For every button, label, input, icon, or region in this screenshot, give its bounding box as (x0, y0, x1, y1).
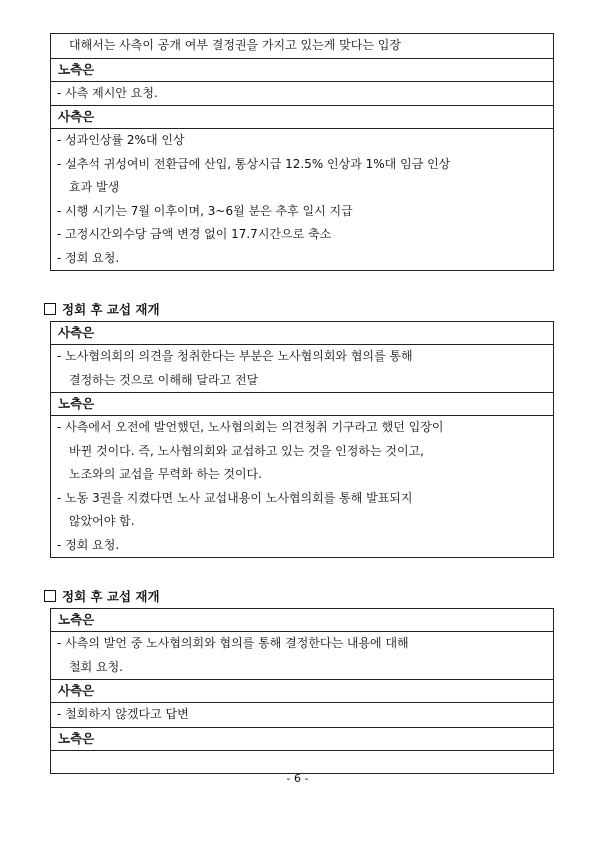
union-body (51, 81, 554, 106)
list-item: - 고정시간외수당 금액 변경 없이 17.7시간으로 축소 (57, 227, 332, 241)
list-item: - 사측에서 오전에 발언했던, 노사협의회는 의견청취 기구라고 했던 입장이 (57, 420, 444, 434)
company-heading: 사측은 (51, 680, 554, 703)
list-item: 철회 요청. (69, 659, 123, 674)
list-item: - 설추석 귀성여비 전환급에 산입, 통상시급 12.5% 인상과 1%대 임금 인상 (57, 156, 451, 171)
list-item: - 정회 요청. (57, 537, 120, 552)
union-heading: 노측은 (51, 393, 554, 416)
union-body (51, 416, 554, 558)
union-heading: 노측은 (51, 58, 554, 81)
list-item: - 노사협의회의 의견을 청취한다는 부분은 노사협의회와 협의를 통해 (57, 349, 413, 363)
minutes-table-1 (50, 33, 554, 271)
page-number: - 6 - (286, 772, 309, 785)
section-title: 정회 후 교섭 재개 (44, 587, 160, 605)
list-item: - 시행 시기는 7월 이후이며, 3~6월 분은 추후 일시 지급 (57, 203, 353, 218)
company-body (51, 345, 554, 393)
company-heading: 사측은 (51, 106, 554, 129)
checkbox-square-icon (44, 590, 56, 602)
list-item: 노조와의 교섭을 무력화 하는 것이다. (69, 467, 262, 481)
list-item: 바뀐 것이다. 즉, 노사협의회와 교섭하고 있는 것을 인정하는 것이고, (69, 443, 424, 458)
minutes-table-3 (50, 608, 554, 774)
list-item: - 사측의 발언 중 노사협의회와 협의를 통해 결정한다는 내용에 대해 (57, 636, 409, 650)
company-body (51, 129, 554, 271)
company-heading: 사측은 (51, 322, 554, 345)
checkbox-square-icon (44, 303, 56, 315)
union-body (51, 632, 554, 680)
list-item: 효과 발생 (69, 180, 120, 194)
continuation-cell (51, 34, 554, 59)
company-body (51, 703, 554, 728)
list-item: - 성과인상률 2%대 인상 (57, 133, 185, 147)
list-item: - 정회 요청. (57, 250, 120, 265)
union-heading: 노측은 (51, 727, 554, 750)
minutes-table-2 (50, 321, 554, 558)
union-heading: 노측은 (51, 609, 554, 632)
list-item: 않았어야 함. (69, 514, 135, 528)
list-item: - 노동 3권을 지켰다면 노사 교섭내용이 노사협의회를 통해 발표되지 (57, 490, 413, 505)
list-item: - 사측 제시안 요청. (57, 85, 158, 100)
union-body-empty (51, 750, 554, 773)
section-title: 정회 후 교섭 재개 (44, 300, 160, 318)
list-item: - 철회하지 않겠다고 답변 (57, 707, 189, 721)
continuation-text: 대해서는 사측이 공개 여부 결정권을 가지고 있는게 맞다는 입장 (69, 38, 401, 52)
list-item: 결정하는 것으로 이해해 달라고 전달 (69, 372, 259, 387)
